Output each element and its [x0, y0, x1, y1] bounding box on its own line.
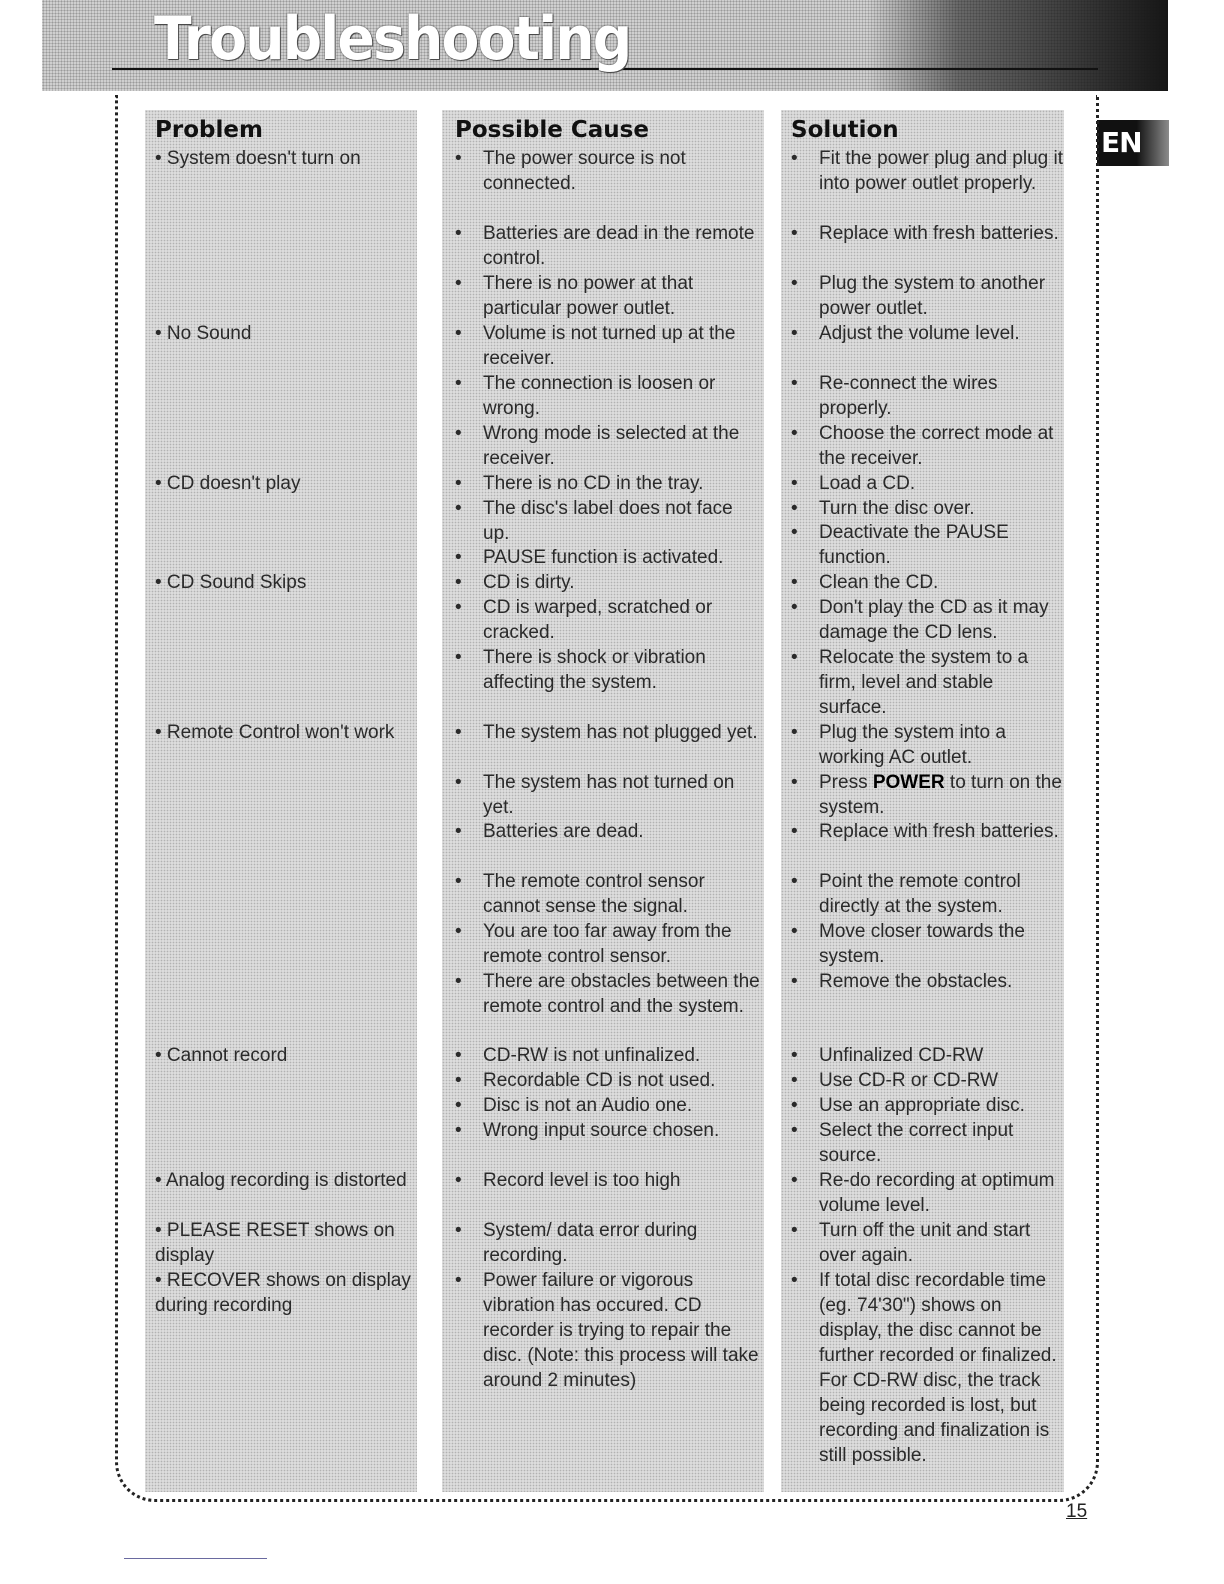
cause-item: • The remote control sensor cannot sense the signal.: [455, 871, 705, 917]
problem-item: • CD Sound Skips: [155, 572, 307, 593]
bullet-icon: •: [455, 1220, 462, 1241]
bullet-icon: •: [455, 498, 462, 519]
cause-item: • Batteries are dead.: [455, 821, 644, 842]
bullet-icon: •: [791, 522, 798, 543]
bullet-icon: •: [791, 498, 798, 519]
bullet-icon: •: [455, 547, 462, 568]
solution-item: • Load a CD.: [791, 473, 916, 494]
page-number: 15: [1066, 1501, 1088, 1522]
solution-item: • Use an appropriate disc.: [791, 1095, 1025, 1116]
bullet-icon: •: [455, 871, 462, 892]
bullet-icon: •: [455, 971, 462, 992]
bullet-icon: •: [455, 473, 462, 494]
cause-item: • The power source is not connected.: [455, 148, 686, 194]
bullet-icon: •: [791, 1095, 798, 1116]
bullet-icon: •: [791, 821, 798, 842]
solution-item: • Don't play the CD as it may damage the CD lens.: [791, 597, 1049, 643]
solution-item: • Clean the CD.: [791, 572, 939, 593]
solution-item: • If total disc recordable time (eg. 74'30") shows on display, the disc cannot be further recorded or finalized. For CD-RW disc, the track being recorded is lost, but recording and finalization is still possible.: [791, 1270, 1057, 1466]
bullet-icon: •: [455, 597, 462, 618]
solution-item: • Unfinalized CD-RW: [791, 1045, 984, 1066]
bullet-icon: •: [791, 323, 798, 344]
bullet-icon: •: [791, 1070, 798, 1091]
cause-item: • Wrong input source chosen.: [455, 1120, 720, 1141]
cause-item: • You are too far away from the remote control sensor.: [455, 921, 732, 967]
problem-item: • No Sound: [155, 323, 252, 344]
bullet-icon: •: [791, 423, 798, 444]
language-tab: EN: [1097, 120, 1169, 166]
header-banner-shade: [868, 0, 1168, 91]
cause-item: • PAUSE function is activated.: [455, 547, 724, 568]
solution-item: • Move closer towards the system.: [791, 921, 1025, 967]
bullet-icon: •: [455, 821, 462, 842]
bullet-icon: •: [791, 722, 798, 743]
bullet-icon: •: [455, 1095, 462, 1116]
bullet-icon: •: [791, 148, 798, 169]
bullet-icon: •: [455, 273, 462, 294]
bullet-icon: •: [455, 647, 462, 668]
bullet-icon: •: [455, 1170, 462, 1191]
bullet-icon: •: [791, 223, 798, 244]
header-banner: [42, 0, 1168, 91]
cause-item: • There is no power at that particular power outlet.: [455, 273, 694, 319]
solution-item: • Relocate the system to a firm, level and stable surface.: [791, 647, 1029, 718]
bullet-icon: •: [791, 473, 798, 494]
cause-item: • There are obstacles between the remote control and the system.: [455, 971, 760, 1017]
bullet-icon: •: [791, 1220, 798, 1241]
bullet-icon: •: [791, 597, 798, 618]
cause-item: • The disc's label does not face up.: [455, 498, 733, 544]
bullet-icon: •: [455, 722, 462, 743]
bullet-icon: •: [791, 1270, 798, 1291]
solution-heading: Solution: [791, 117, 899, 143]
solution-item: • Select the correct input source.: [791, 1120, 1014, 1166]
problem-item: • CD doesn't play: [155, 473, 301, 494]
solution-item: • Turn off the unit and start over again.: [791, 1220, 1031, 1266]
cause-item: • There is shock or vibration affecting the system.: [455, 647, 706, 693]
bullet-icon: •: [455, 1120, 462, 1141]
bullet-icon: •: [455, 572, 462, 593]
solution-item: • Replace with fresh batteries.: [791, 821, 1059, 842]
bullet-icon: •: [791, 572, 798, 593]
bullet-icon: •: [455, 323, 462, 344]
cause-item: • System/ data error during recording.: [455, 1220, 698, 1266]
bullet-icon: •: [791, 373, 798, 394]
bullet-icon: •: [791, 273, 798, 294]
solution-item: • Replace with fresh batteries.: [791, 223, 1059, 244]
bullet-icon: •: [455, 921, 462, 942]
problem-item: • System doesn't turn on: [155, 148, 361, 169]
bullet-icon: •: [791, 647, 798, 668]
cause-item: • There is no CD in the tray.: [455, 473, 704, 494]
cause-item: • The connection is loosen or wrong.: [455, 373, 716, 419]
solution-item: • Deactivate the PAUSE function.: [791, 522, 1009, 568]
solution-item: • Re-do recording at optimum volume level.: [791, 1170, 1055, 1216]
power-keyword: POWER: [872, 772, 945, 793]
bullet-icon: •: [455, 1270, 462, 1291]
bullet-icon: •: [455, 373, 462, 394]
page-title: Troubleshooting: [154, 4, 631, 74]
bullet-icon: •: [455, 1070, 462, 1091]
solution-item: • Point the remote control directly at the system.: [791, 871, 1021, 917]
bullet-icon: •: [791, 1170, 798, 1191]
footnote-rule: [124, 1558, 267, 1559]
bullet-icon: •: [791, 871, 798, 892]
cause-item: • CD is dirty.: [455, 572, 575, 593]
problem-item: • Analog recording is distorted: [155, 1170, 407, 1191]
cause-item: • Record level is too high: [455, 1170, 681, 1191]
solution-item: • Fit the power plug and plug it into power outlet properly.: [791, 148, 1063, 194]
bullet-icon: •: [455, 223, 462, 244]
cause-item: • CD-RW is not unfinalized.: [455, 1045, 701, 1066]
cause-item: • Recordable CD is not used.: [455, 1070, 716, 1091]
solution-item: • Remove the obstacles.: [791, 971, 1013, 992]
bullet-icon: •: [791, 1120, 798, 1141]
cause-item: • Wrong mode is selected at the receiver.: [455, 423, 740, 469]
solution-item: • Adjust the volume level.: [791, 323, 1020, 344]
bullet-icon: •: [455, 423, 462, 444]
problem-item: • Cannot record: [155, 1045, 288, 1066]
bullet-icon: •: [455, 148, 462, 169]
solution-item: • Re-connect the wires properly.: [791, 373, 998, 419]
cause-item: • Batteries are dead in the remote control.: [455, 223, 755, 269]
problem-item: • Remote Control won't work: [155, 722, 395, 743]
problem-item: • PLEASE RESET shows on display: [155, 1220, 395, 1266]
bullet-icon: •: [791, 971, 798, 992]
cause-item: • The system has not plugged yet.: [455, 722, 758, 743]
bullet-icon: •: [455, 772, 462, 793]
cause-item: • CD is warped, scratched or cracked.: [455, 597, 713, 643]
bullet-icon: •: [791, 772, 798, 793]
bullet-icon: •: [791, 1045, 798, 1066]
solution-item: • Plug the system to another power outlet.: [791, 273, 1046, 319]
solution-item: • Turn the disc over.: [791, 498, 975, 519]
problem-heading: Problem: [155, 117, 263, 143]
cause-item: • Volume is not turned up at the receiver.: [455, 323, 736, 369]
cause-item: • Disc is not an Audio one.: [455, 1095, 693, 1116]
bullet-icon: •: [791, 921, 798, 942]
solution-item: • Choose the correct mode at the receiver.: [791, 423, 1054, 469]
problem-item: • RECOVER shows on display during recording: [155, 1270, 411, 1316]
solution-item: • Use CD-R or CD-RW: [791, 1070, 999, 1091]
cause-heading: Possible Cause: [455, 117, 649, 143]
solution-item: • Press POWER to turn on the system.: [791, 772, 1062, 818]
solution-item: • Plug the system into a working AC outlet.: [791, 722, 1006, 768]
cause-item: • Power failure or vigorous vibration has occured. CD recorder is trying to repair the disc. (Note: this process will take around 2 minutes): [455, 1270, 759, 1391]
bullet-icon: •: [455, 1045, 462, 1066]
cause-item: • The system has not turned on yet.: [455, 772, 735, 818]
